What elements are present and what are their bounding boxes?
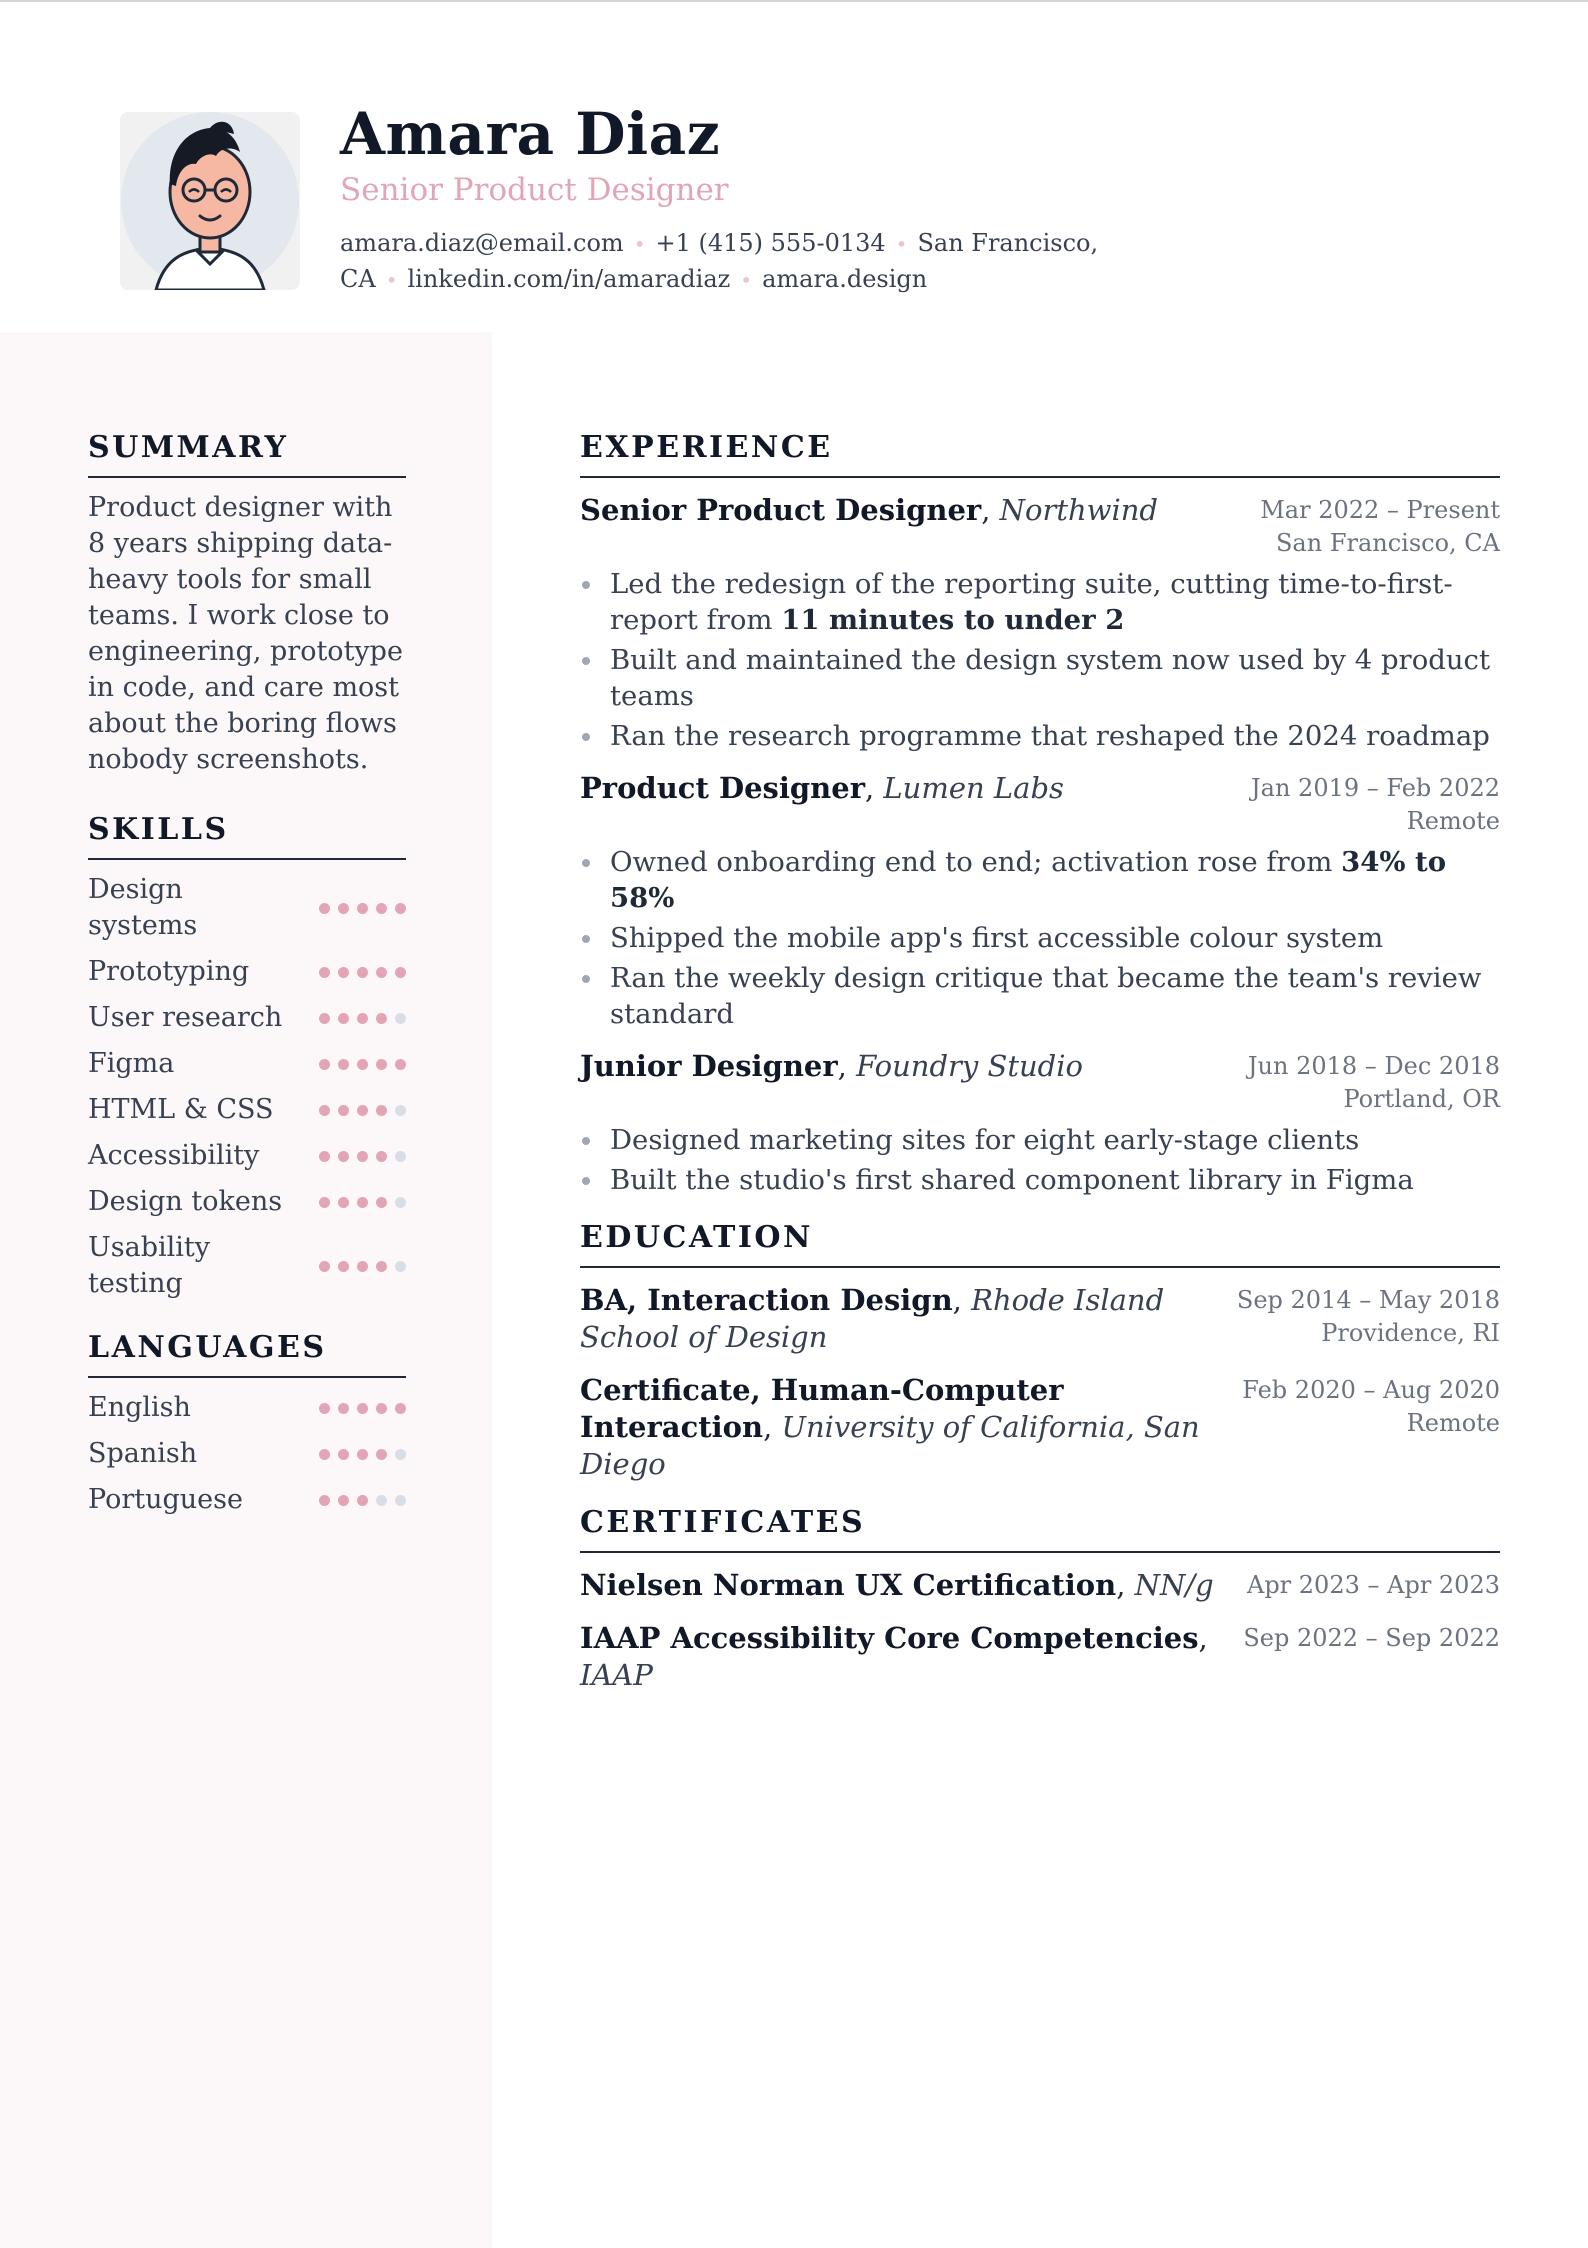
rating-dots (319, 1151, 406, 1162)
rating-dot-filled (319, 903, 330, 914)
skill-row-name: Design systems (88, 874, 198, 941)
rating-dots (319, 1261, 406, 1272)
entry-header (580, 1567, 1500, 1604)
entry-title: Junior Designer, Foundry Studio (580, 1049, 1083, 1083)
certificate-name: Nielsen Norman UX Certification (580, 1568, 1117, 1602)
linkedin-link[interactable]: linkedin.com/in/amaradiaz (407, 265, 731, 293)
degree-name: BA, Interaction Design (580, 1283, 953, 1317)
certificate-dates: Sep 2022 – Sep 2022 (1243, 1624, 1500, 1652)
skill-row-name: Figma (88, 1048, 175, 1079)
school-name: Rhode Island School of Design (580, 1283, 1165, 1354)
rating-dot-empty (395, 1495, 406, 1506)
degree-name: Certificate, Human-Computer Interaction (580, 1373, 1064, 1444)
job-role: Product Designer (580, 771, 865, 805)
entry-title: BA, Interaction Design, Rhode Island School of Design (580, 1283, 1165, 1354)
certificate-dates: Apr 2023 – Apr 2023 (1246, 1571, 1500, 1599)
bullet-text: Ran the weekly design critique that became the team's review standard (610, 962, 1482, 1030)
education-dates: Sep 2014 – May 2018 (1236, 1286, 1500, 1314)
entry-meta (1260, 492, 1500, 560)
education-list (580, 1282, 1500, 1483)
rating-dot-filled (357, 1261, 368, 1272)
rating-dot-filled (338, 1403, 349, 1414)
entry-meta (1247, 1567, 1500, 1602)
summary-heading: SUMMARY (88, 430, 406, 478)
rating-dots (319, 1197, 406, 1208)
rating-dot-empty (395, 1261, 406, 1272)
education-location: Remote (1406, 1409, 1500, 1437)
school-name: University of California, San Diego (580, 1410, 1200, 1481)
skill-row-name: Accessibility (88, 1140, 260, 1171)
rating-dots (319, 1495, 406, 1506)
rating-dots (319, 1013, 406, 1024)
experience-list (580, 492, 1500, 1198)
avatar-illustration-icon (120, 112, 300, 290)
language-row (88, 1390, 406, 1426)
skill-row-name: Design tokens (88, 1186, 283, 1217)
skill-row (88, 1138, 406, 1174)
separator-dot: • (385, 268, 398, 292)
skill-row (88, 1000, 406, 1036)
rating-dot-empty (395, 1105, 406, 1116)
entry-title: Certificate, Human-Computer Interaction, University of California, San Diego (580, 1373, 1200, 1481)
phone-text: +1 (415) 555-0134 (655, 229, 886, 257)
separator-dot: • (740, 268, 753, 292)
languages-list (88, 1390, 406, 1518)
bullet-highlight: 11 minutes to under 2 (781, 604, 1125, 636)
summary-text: Product designer with 8 years shipping data-heavy tools for small teams. I work close to engineering, prototype in code, and care most about the boring flows nobody screenshots. (88, 492, 403, 775)
language-row-name: Spanish (88, 1438, 198, 1469)
job-location: San Francisco, CA (1275, 529, 1500, 557)
skill-row (88, 954, 406, 990)
skill-row-name: Prototyping (88, 956, 250, 987)
experience-entry (580, 770, 1500, 1032)
rating-dot-filled (338, 1495, 349, 1506)
entry-meta (1251, 770, 1500, 838)
entry-header (580, 1620, 1500, 1694)
rating-dots (319, 1105, 406, 1116)
bullet-item (580, 1162, 1500, 1198)
certificates-heading: CERTIFICATES (580, 1505, 1500, 1553)
experience-entry (580, 1048, 1500, 1198)
rating-dot-filled (319, 1495, 330, 1506)
rating-dot-filled (319, 1449, 330, 1460)
skill-row-name: Usability testing (88, 1232, 211, 1299)
rating-dot-filled (357, 967, 368, 978)
job-bullets (580, 844, 1500, 1032)
bullet-item (580, 642, 1500, 714)
rating-dot-filled (357, 1403, 368, 1414)
job-bullets (580, 1122, 1500, 1198)
entry-meta (1243, 1620, 1500, 1655)
rating-dot-filled (395, 903, 406, 914)
skill-row (88, 1230, 406, 1302)
rating-dot-filled (338, 1059, 349, 1070)
bullet-highlight: 34% to 58% (610, 846, 1447, 914)
rating-dot-filled (357, 1151, 368, 1162)
job-organization: Lumen Labs (883, 771, 1064, 805)
rating-dot-filled (319, 1403, 330, 1414)
rating-dot-empty (395, 1013, 406, 1024)
bullet-item (580, 844, 1500, 916)
entry-title: Product Designer, Lumen Labs (580, 771, 1064, 805)
job-dates: Jun 2018 – Dec 2018 (1247, 1052, 1500, 1080)
rating-dot-filled (376, 1261, 387, 1272)
skills-list (88, 872, 406, 1302)
separator-dot: • (895, 232, 908, 256)
job-role: Junior Designer (580, 1049, 838, 1083)
avatar (120, 112, 300, 290)
bullet-text: Shipped the mobile app's first accessible colour system (610, 922, 1384, 954)
education-dates: Feb 2020 – Aug 2020 (1242, 1376, 1500, 1404)
rating-dot-filled (395, 1403, 406, 1414)
certificate-issuer: IAAP (580, 1658, 653, 1692)
rating-dot-filled (319, 1151, 330, 1162)
rating-dot-filled (376, 1151, 387, 1162)
job-bullets (580, 566, 1500, 754)
rating-dot-empty (376, 1495, 387, 1506)
certificate-name: IAAP Accessibility Core Competencies (580, 1621, 1199, 1655)
rating-dots (319, 1449, 406, 1460)
rating-dots (319, 1059, 406, 1070)
education-section (580, 1220, 1500, 1483)
rating-dots (319, 1403, 406, 1414)
rating-dot-filled (376, 1105, 387, 1116)
bullet-text: Built the studio's first shared component library in Figma (610, 1164, 1414, 1196)
rating-dot-filled (338, 1197, 349, 1208)
rating-dot-filled (395, 1059, 406, 1070)
skills-section (88, 812, 406, 1302)
rating-dot-filled (338, 903, 349, 914)
rating-dot-filled (338, 1013, 349, 1024)
certificate-issuer: NN/g (1134, 1568, 1214, 1602)
experience-section (580, 430, 1500, 1198)
rating-dot-filled (338, 1105, 349, 1116)
resume-header (120, 100, 1120, 300)
skill-row (88, 872, 406, 944)
location-text-cont: CA (340, 265, 376, 293)
rating-dot-filled (376, 1013, 387, 1024)
rating-dot-filled (357, 1059, 368, 1070)
entry-header (580, 1282, 1500, 1356)
skill-row (88, 1092, 406, 1128)
experience-heading: EXPERIENCE (580, 430, 1500, 478)
bullet-text: Ran the research programme that reshaped the 2024 roadmap (610, 720, 1490, 752)
certificates-list (580, 1567, 1500, 1694)
education-location: Providence, RI (1321, 1319, 1500, 1347)
language-row-name: Portuguese (88, 1484, 243, 1515)
language-row (88, 1482, 406, 1518)
entry-header (580, 1048, 1500, 1116)
rating-dot-filled (357, 1013, 368, 1024)
sidebar (0, 332, 492, 2248)
rating-dot-filled (319, 967, 330, 978)
main-column (580, 430, 1500, 1716)
education-entry (580, 1282, 1500, 1356)
bullet-text: Built and maintained the design system now used by 4 product teams (610, 644, 1491, 712)
certificate-entry (580, 1620, 1500, 1694)
languages-section (88, 1330, 406, 1518)
bullet-item (580, 920, 1500, 956)
job-organization: Foundry Studio (856, 1049, 1083, 1083)
bullet-text: Led the redesign of the reporting suite, cutting time-to-first-report from (610, 568, 1453, 636)
top-border (0, 0, 1588, 2)
rating-dot-filled (338, 1449, 349, 1460)
entry-meta (1242, 1372, 1500, 1440)
rating-dot-filled (319, 1105, 330, 1116)
certificates-section (580, 1505, 1500, 1694)
rating-dot-filled (357, 1197, 368, 1208)
candidate-name: Amara Diaz (340, 100, 721, 168)
bullet-item (580, 1122, 1500, 1158)
entry-title: Senior Product Designer, Northwind (580, 493, 1158, 527)
rating-dot-filled (319, 1013, 330, 1024)
entry-title: IAAP Accessibility Core Competencies, IAAP (580, 1621, 1208, 1692)
experience-entry (580, 492, 1500, 754)
rating-dot-filled (376, 1059, 387, 1070)
language-row (88, 1436, 406, 1472)
rating-dot-filled (357, 1105, 368, 1116)
entry-meta (1248, 1048, 1500, 1116)
rating-dot-filled (338, 967, 349, 978)
rating-dot-filled (338, 1151, 349, 1162)
entry-header (580, 1372, 1500, 1483)
entry-title: Nielsen Norman UX Certification, NN/g (580, 1568, 1214, 1602)
skill-row (88, 1184, 406, 1220)
rating-dot-filled (376, 903, 387, 914)
bullet-text: Owned onboarding end to end; activation rose from (610, 846, 1342, 878)
separator-dot: • (633, 232, 646, 256)
rating-dot-filled (376, 1449, 387, 1460)
entry-header (580, 492, 1500, 560)
skill-row-name: HTML & CSS (88, 1094, 274, 1125)
job-location: Remote (1406, 807, 1500, 835)
rating-dots (319, 903, 406, 914)
rating-dot-filled (376, 1403, 387, 1414)
contact-line-2 (340, 262, 1140, 298)
certificate-entry (580, 1567, 1500, 1604)
entry-meta (1237, 1282, 1500, 1350)
sidebar-content (88, 430, 406, 1546)
rating-dot-filled (319, 1197, 330, 1208)
rating-dot-filled (357, 903, 368, 914)
candidate-role: Senior Product Designer (340, 172, 729, 208)
rating-dot-empty (395, 1449, 406, 1460)
job-location: Portland, OR (1343, 1085, 1500, 1113)
rating-dot-filled (338, 1261, 349, 1272)
skill-row (88, 1046, 406, 1082)
location-text: San Francisco, (917, 229, 1099, 257)
education-heading: EDUCATION (580, 1220, 1500, 1268)
bullet-item (580, 718, 1500, 754)
rating-dot-filled (395, 967, 406, 978)
website-link[interactable]: amara.design (762, 265, 928, 293)
rating-dot-filled (376, 1197, 387, 1208)
language-row-name: English (88, 1392, 191, 1423)
job-dates: Jan 2019 – Feb 2022 (1251, 774, 1500, 802)
bullet-item (580, 960, 1500, 1032)
rating-dot-filled (357, 1449, 368, 1460)
rating-dots (319, 967, 406, 978)
entry-header (580, 770, 1500, 838)
job-role: Senior Product Designer (580, 493, 982, 527)
job-organization: Northwind (999, 493, 1158, 527)
rating-dot-filled (319, 1261, 330, 1272)
skill-row-name: User research (88, 1002, 283, 1033)
contact-info (340, 226, 1140, 298)
job-dates: Mar 2022 – Present (1260, 496, 1500, 524)
rating-dot-filled (357, 1495, 368, 1506)
rating-dot-empty (395, 1197, 406, 1208)
bullet-item (580, 566, 1500, 638)
rating-dot-filled (376, 967, 387, 978)
bullet-text: Designed marketing sites for eight early-stage clients (610, 1124, 1360, 1156)
rating-dot-filled (319, 1059, 330, 1070)
languages-heading: LANGUAGES (88, 1330, 406, 1378)
contact-line-1 (340, 226, 1140, 262)
rating-dot-empty (395, 1151, 406, 1162)
education-entry (580, 1372, 1500, 1483)
email-link[interactable]: amara.diaz@email.com (340, 229, 624, 257)
skills-heading: SKILLS (88, 812, 406, 860)
